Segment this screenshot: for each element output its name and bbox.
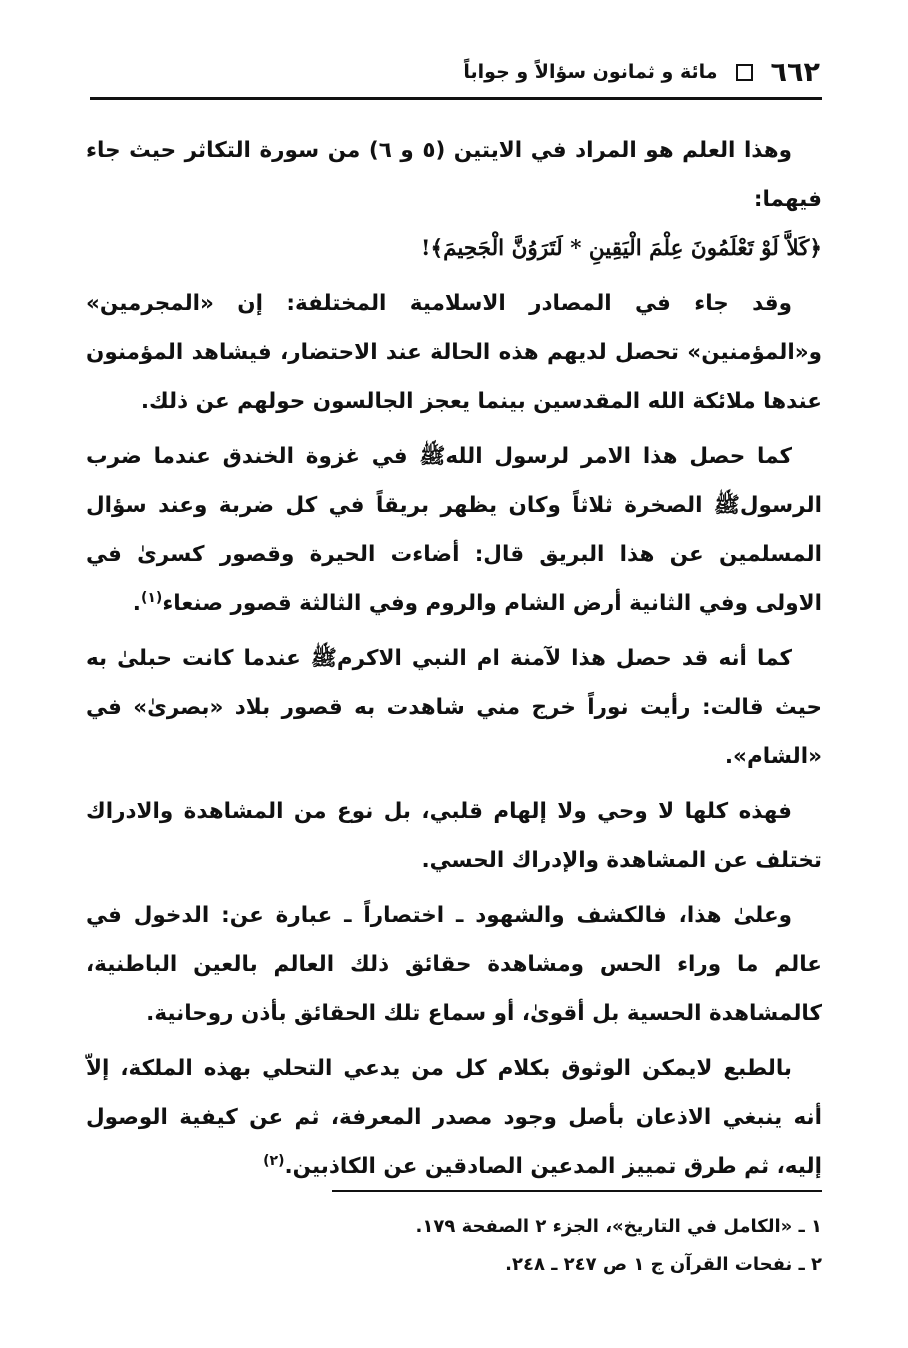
- main-text: [86, 126, 822, 1197]
- paragraph-3-text: كما حصل هذا الامر لرسول اللهﷺ في غزوة الخندق عندما ضرب الرسولﷺ الصخرة ثلاثاً وكان يظهر بريقاً في كل ضربة وعند سؤال المسلمين عن هذا البريق قال: أضاءت الحيرة وقصور كسرىٰ في الاولى وفي الثانية أرض الشام والروم وفي الثالثة قصور صنعاء: [86, 444, 822, 616]
- paragraph-7: [86, 1044, 822, 1191]
- footnote-2: ٢ ـ نفحات القرآن ج ١ ص ٢٤٧ ـ ٢٤٨.: [505, 1254, 822, 1275]
- footnote-divider: [332, 1190, 822, 1192]
- paragraph-3: [86, 432, 822, 628]
- footnote-ref-2[interactable]: (٢): [263, 1152, 285, 1169]
- paragraph-5: فهذه كلها لا وحي ولا إلهام قلبي، بل نوع من المشاهدة والادراك تختلف عن المشاهدة والإدراك الحسي.: [86, 799, 822, 873]
- paragraph-1-text: وهذا العلم هو المراد في الايتين (٥ و ٦) من سورة التكاثر حيث جاء فيهما:: [86, 138, 822, 212]
- paragraph-6: وعلىٰ هذا، فالكشف والشهود ـ اختصاراً ـ عبارة عن: الدخول في عالم ما وراء الحس ومشاهدة حقائق ذلك العالم بالعين الباطنية، كالمشاهدة الحسية بل أقوىٰ، أو سماع تلك الحقائق بأذن روحانية.: [86, 903, 822, 1026]
- footnotes: [86, 1208, 822, 1284]
- quran-verse: ﴿كَلاَّ لَوْ تَعْلَمُونَ عِلْمَ الْيَقِينِ * لَتَرَوُنَّ الْجَحِيمَ﴾!: [421, 236, 822, 261]
- footnote-ref-1[interactable]: (١): [140, 589, 163, 606]
- paragraph-1: [86, 126, 822, 273]
- paragraph-4: كما أنه قد حصل هذا لآمنة ام النبي الاكرمﷺ عندما كانت حبلىٰ به حيث قالت: رأيت نوراً خرج مني شاهدت به قصور بلاد «بصرىٰ» في «الشام».: [86, 646, 822, 769]
- paragraph-7-text: بالطبع لايمكن الوثوق بكلام كل من يدعي التحلي بهذه الملكة، إلاّ أنه ينبغي الاذعان بأصل وجود مصدر المعرفة، ثم عن كيفية الوصول إليه، ثم طرق تمييز المدعين الصادقين عن الكاذبين.: [86, 1056, 822, 1179]
- header-divider: [90, 97, 822, 100]
- page-number: ٦٦٢: [770, 56, 820, 88]
- book-title: مائة و ثمانون سؤالاً و جواباً: [463, 61, 718, 83]
- header-square-icon: [736, 64, 753, 81]
- page-header: [88, 52, 820, 92]
- paragraph-3-end: .: [132, 591, 141, 616]
- footnote-1: ١ ـ «الكامل في التاريخ»، الجزء ٢ الصفحة ١٧٩.: [415, 1216, 822, 1237]
- paragraph-2: وقد جاء في المصادر الاسلامية المختلفة: إن «المجرمين» و«المؤمنين» تحصل لديهم هذه الحالة عند الاحتضار، فيشاهد المؤمنون عندها ملائكة الله المقدسين بينما يعجز الجالسون حولهم عن ذلك.: [86, 291, 822, 414]
